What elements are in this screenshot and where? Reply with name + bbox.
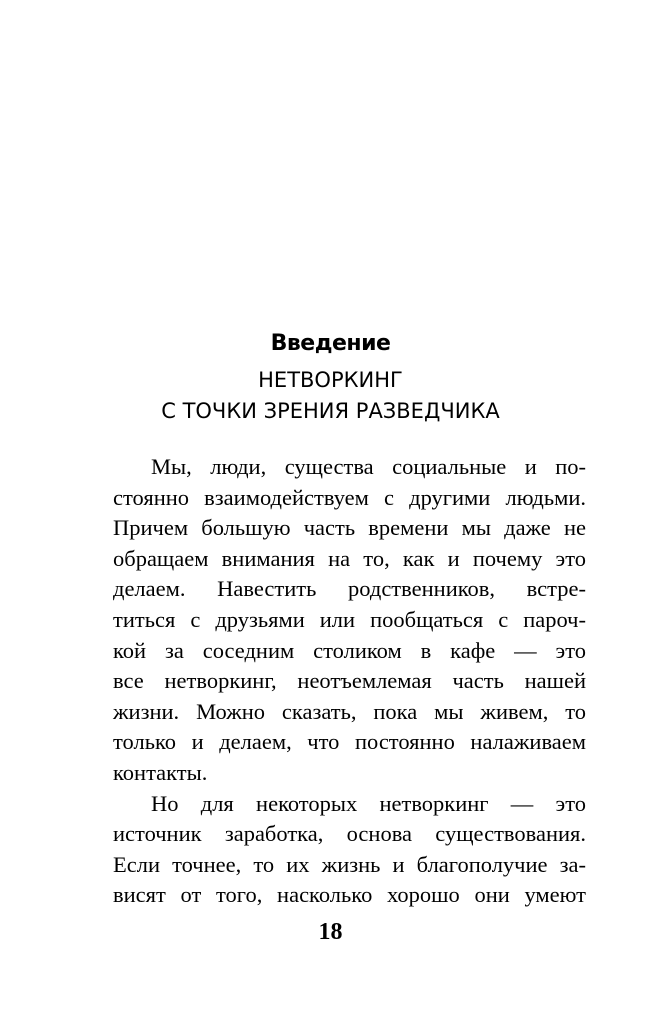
chapter-title: [0, 365, 661, 427]
paragraph: [113, 789, 586, 911]
text-line: висят от того, насколько хорошо они умеют: [113, 882, 586, 908]
chapter-label: Введение: [270, 331, 391, 356]
text-line: обращаем внимания на то, как и почему это: [113, 545, 586, 571]
text-line: жизни. Можно сказать, пока мы живем, то: [113, 698, 586, 724]
body-text: [113, 452, 586, 911]
text-line: только и делаем, что постоянно налаживаем: [113, 729, 586, 755]
text-line: делаем. Навестить родственников, встре-: [113, 576, 586, 602]
text-line: кой за соседним столиком в кафе — это: [113, 637, 586, 663]
text-line: титься с друзьями или пообщаться с пароч-: [113, 606, 586, 632]
text-line: источник заработка, основа существования.: [113, 821, 586, 847]
text-line: Причем большую часть времени мы даже не: [113, 515, 586, 541]
page-number: 18: [318, 919, 343, 945]
paragraph: [113, 452, 586, 789]
text-line: контакты.: [113, 759, 208, 785]
text-line: все нетворкинг, неотъемлемая часть нашей: [113, 668, 586, 694]
chapter-title-line: НЕТВОРКИНГ: [258, 368, 403, 392]
text-line: Если точнее, то их жизнь и благополучие за-: [113, 851, 586, 877]
chapter-title-line: С ТОЧКИ ЗРЕНИЯ РАЗВЕДЧИКА: [161, 399, 500, 423]
text-line: стоянно взаимодействуем с другими людьми.: [113, 484, 586, 510]
text-line: Но для некоторых нетворкинг — это: [151, 790, 586, 816]
text-line: Мы, люди, существа социальные и по-: [151, 454, 586, 479]
